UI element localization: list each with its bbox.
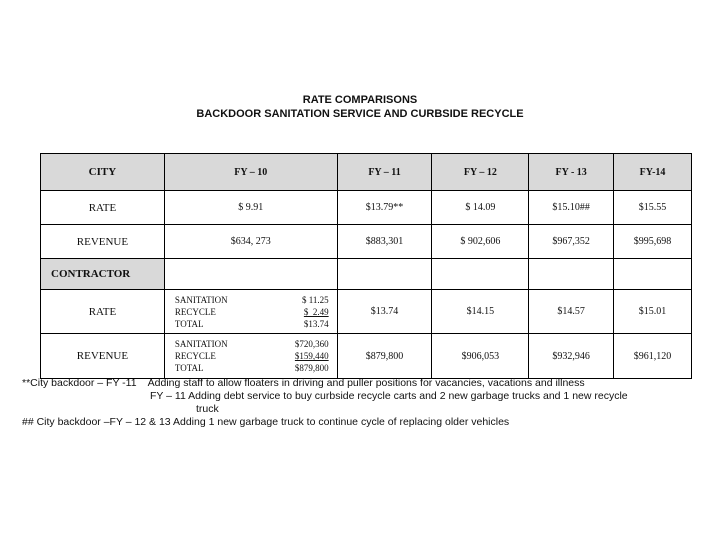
contractor-revenue-row — [41, 334, 692, 379]
breakdown-cell: SANITATION RECYCLE TOTAL $ 11.25 $ 2.49 $13.74 — [164, 290, 337, 334]
subtitle: BACKDOOR SANITATION SERVICE AND CURBSIDE RECYCLE — [196, 108, 524, 120]
header-fy10: FY – 10 — [164, 154, 337, 191]
header-city: CITY — [41, 154, 165, 191]
cell: $13.74 — [337, 290, 432, 334]
header-row — [41, 154, 692, 191]
cell: $906,053 — [432, 334, 529, 379]
note: truck — [196, 403, 219, 415]
city-rate-row — [41, 191, 692, 225]
note: **City backdoor – FY -11 Adding staff to allow floaters in driving and puller positions for vacancies, vacations and illness — [22, 377, 585, 389]
cell: $13.79** — [337, 191, 432, 225]
title: RATE COMPARISONS — [302, 94, 418, 106]
cell: $15.55 — [614, 191, 692, 225]
cell: $995,698 — [614, 225, 692, 259]
contractor-label: CONTRACTOR — [41, 259, 165, 290]
header-fy12: FY – 12 — [432, 154, 529, 191]
cell: $634, 273 — [164, 225, 337, 259]
cell: $967,352 — [529, 225, 614, 259]
row-label: REVENUE — [41, 225, 165, 259]
cell: $15.10## — [529, 191, 614, 225]
cell: $ 902,606 — [432, 225, 529, 259]
note: FY – 11 Adding debt service to buy curbside recycle carts and 2 new garbage trucks and 1 new recycle — [150, 390, 628, 402]
cell: $ 14.09 — [432, 191, 529, 225]
note: ## City backdoor –FY – 12 & 13 Adding 1 new garbage truck to continue cycle of replacing older vehicles — [22, 416, 510, 428]
contractor-row — [41, 259, 692, 290]
row-label: RATE — [41, 191, 165, 225]
cell: $ 9.91 — [164, 191, 337, 225]
cell: $932,946 — [529, 334, 614, 379]
header-fy11: FY – 11 — [337, 154, 432, 191]
row-label: RATE — [41, 290, 165, 334]
header-fy14: FY-14 — [614, 154, 692, 191]
breakdown-cell: SANITATION RECYCLE TOTAL $720,360 $159,440 $879,800 — [164, 334, 337, 379]
cell: $961,120 — [614, 334, 692, 379]
header-fy13: FY - 13 — [529, 154, 614, 191]
cell: $883,301 — [337, 225, 432, 259]
cell: $879,800 — [337, 334, 432, 379]
cell: $14.57 — [529, 290, 614, 334]
footnotes — [22, 377, 628, 429]
city-revenue-row — [41, 225, 692, 259]
cell: $15.01 — [614, 290, 692, 334]
row-label: REVENUE — [41, 334, 165, 379]
rate-comparison-table — [40, 153, 692, 379]
contractor-rate-row — [41, 290, 692, 334]
cell: $14.15 — [432, 290, 529, 334]
